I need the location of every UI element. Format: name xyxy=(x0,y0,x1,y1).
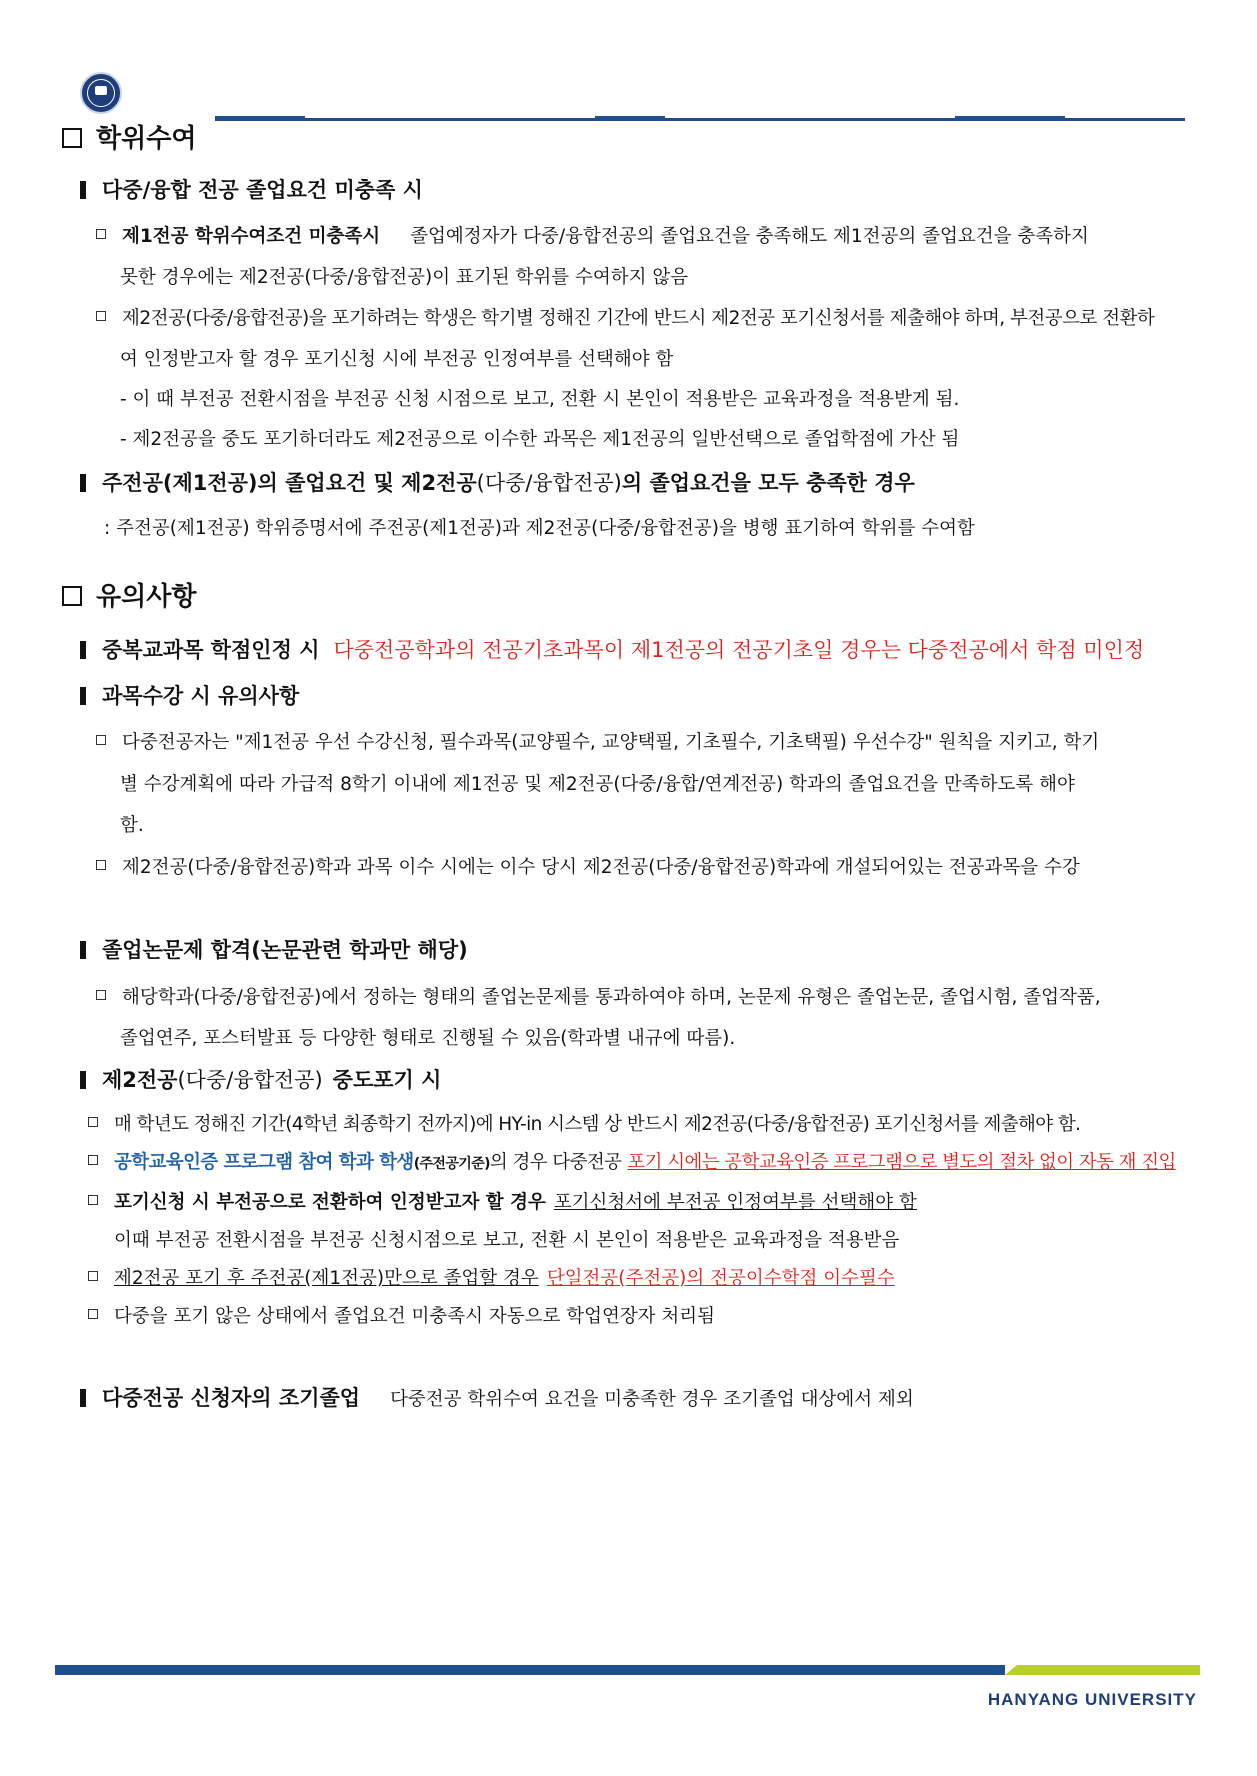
header-rule xyxy=(215,118,1185,121)
bar-bullet-icon xyxy=(80,181,86,199)
list-item: 해당학과(다중/융합전공)에서 정하는 형태의 졸업논문제를 통과하여야 하며, 논문제 유형은 졸업논문, 졸업시험, 졸업작품, xyxy=(96,983,1101,1009)
list-item: 제2전공 포기 후 주전공(제1전공)만으로 졸업할 경우 단일전공(주전공)의 전공이수학점 이수필수 xyxy=(88,1264,895,1290)
bar-bullet-icon xyxy=(80,687,86,705)
section-heading-degree: 학위수여 xyxy=(62,118,196,155)
list-item: 다중전공자는 "제1전공 우선 수강신청, 필수과목(교양필수, 교양택필, 기초필수, 기초택필) 우선수강" 원칙을 지키고, 학기 xyxy=(96,728,1099,754)
bar-bullet-icon xyxy=(80,641,86,659)
list-item-continuation: 이때 부전공 전환시점을 부전공 신청시점으로 보고, 전환 시 본인이 적용받은 교육과정을 적용받음 xyxy=(114,1230,900,1251)
header-rule-accent xyxy=(215,116,305,119)
body-text: : 주전공(제1전공) 학위증명서에 주전공(제1전공)과 제2전공(다중/융합전공)을 병행 표기하여 학위를 수여함 xyxy=(104,518,975,539)
small-square-bullet-icon xyxy=(88,1155,98,1165)
list-item: 공학교육인증 프로그램 참여 학과 학생(주전공기준)의 경우 다중전공 포기 시에는 공학교육인증 프로그램으로 별도의 절차 없이 자동 재 진입 xyxy=(88,1148,1176,1174)
section-heading-notes: 유의사항 xyxy=(62,576,196,613)
list-item: 포기신청 시 부전공으로 전환하여 인정받고자 할 경우 포기신청서에 부전공 인정여부를 선택해야 함 xyxy=(88,1188,917,1214)
list-item: 다중을 포기 않은 상태에서 졸업요건 미충족시 자동으로 학업연장자 처리됨 xyxy=(88,1302,715,1328)
university-seal-logo xyxy=(80,72,122,114)
subheading-withdrawal: 제2전공(다중/융합전공) 중도포기 시 xyxy=(80,1064,441,1094)
seal-emblem xyxy=(95,86,107,95)
header-rule-accent xyxy=(955,116,1065,119)
bar-bullet-icon xyxy=(80,1071,86,1089)
footer-blue-band xyxy=(55,1665,1005,1675)
bar-bullet-icon xyxy=(80,1389,86,1407)
subheading-unmet-requirements: 다중/융합 전공 졸업요건 미충족 시 xyxy=(80,174,423,204)
small-square-bullet-icon xyxy=(88,1195,98,1205)
list-item-continuation: 졸업연주, 포스터발표 등 다양한 형태로 진행될 수 있음(학과별 내규에 따름). xyxy=(120,1028,736,1049)
bar-bullet-icon xyxy=(80,474,86,492)
small-square-bullet-icon xyxy=(88,1117,98,1127)
small-square-bullet-icon xyxy=(96,860,106,870)
list-item: 매 학년도 정해진 기간(4학년 최종학기 전까지)에 HY-in 시스템 상 반드시 제2전공(다중/융합전공) 포기신청서를 제출해야 함. xyxy=(88,1110,1080,1136)
list-item-continuation: 별 수강계획에 따라 가급적 8학기 이내에 제1전공 및 제2전공(다중/융합/연계전공) 학과의 졸업요건을 만족하도록 해야 xyxy=(120,774,1075,795)
subheading-course-notes: 과목수강 시 유의사항 xyxy=(80,680,299,710)
subheading-thesis: 졸업논문제 합격(논문관련 학과만 해당) xyxy=(80,934,468,964)
dash-item: - 이 때 부전공 전환시점을 부전공 신청 시점으로 보고, 전환 시 본인이 적용받은 교육과정을 적용받게 됨. xyxy=(120,389,960,410)
list-item-continuation: 못한 경우에는 제2전공(다중/융합전공)이 표기된 학위를 수여하지 않음 xyxy=(120,267,689,288)
subheading-duplicate-course: 중복교과목 학점인정 시 다중전공학과의 전공기초과목이 제1전공의 전공기초일 경우는 다중전공에서 학점 미인정 xyxy=(80,634,1144,664)
list-item: 제1전공 학위수여조건 미충족시 졸업예정자가 다중/융합전공의 졸업요건을 충족해도 제1전공의 졸업요건을 충족하지 xyxy=(96,222,1089,248)
list-item-continuation: 함. xyxy=(120,815,144,836)
small-square-bullet-icon xyxy=(88,1309,98,1319)
small-square-bullet-icon xyxy=(96,229,106,239)
dash-item: - 제2전공을 중도 포기하더라도 제2전공으로 이수한 과목은 제1전공의 일반선택으로 졸업학점에 가산 됨 xyxy=(120,429,960,450)
small-square-bullet-icon xyxy=(88,1271,98,1281)
header-rule-accent xyxy=(595,116,665,119)
subheading-early-graduation: 다중전공 신청자의 조기졸업 다중전공 학위수여 요건을 미충족한 경우 조기졸업 대상에서 제외 xyxy=(80,1382,914,1412)
small-square-bullet-icon xyxy=(96,735,106,745)
bar-bullet-icon xyxy=(80,941,86,959)
checkbox-square-icon xyxy=(62,586,82,606)
list-item: 제2전공(다중/융합전공)을 포기하려는 학생은 학기별 정해진 기간에 반드시 제2전공 포기신청서를 제출해야 하며, 부전공으로 전환하 xyxy=(96,304,1154,330)
footer-green-band xyxy=(1005,1665,1200,1675)
list-item-continuation: 여 인정받고자 할 경우 포기신청 시에 부전공 인정여부를 선택해야 함 xyxy=(120,349,674,370)
checkbox-square-icon xyxy=(62,128,82,148)
footer-university-name: HANYANG UNIVERSITY xyxy=(987,1690,1197,1709)
list-item: 제2전공(다중/융합전공)학과 과목 이수 시에는 이수 당시 제2전공(다중/융합전공)학과에 개설되어있는 전공과목을 수강 xyxy=(96,853,1080,879)
small-square-bullet-icon xyxy=(96,311,106,321)
small-square-bullet-icon xyxy=(96,990,106,1000)
subheading-both-requirements-met: 주전공(제1전공)의 졸업요건 및 제2전공(다중/융합전공)의 졸업요건을 모두 충족한 경우 xyxy=(80,467,915,497)
